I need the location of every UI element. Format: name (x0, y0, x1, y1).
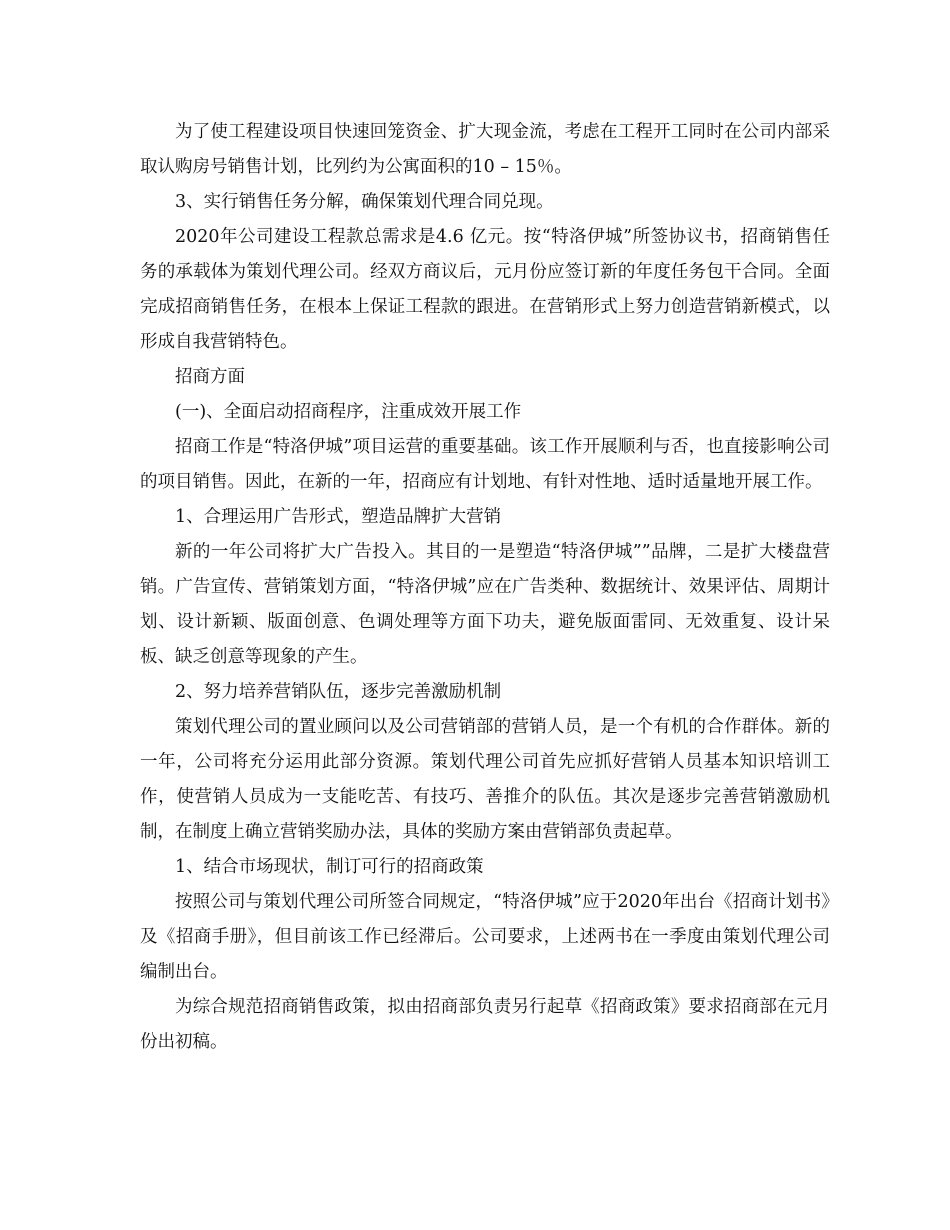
heading-sales-task-breakdown: 3、实行销售任务分解，确保策划代理合同兑现。 (175, 192, 554, 212)
paragraph-sales-team: 策划代理公司的置业顾问以及公司营销部的营销人员，是一个有机的合作群体。新的一年，公司将充分运用此部分资源。策划代理公司首先应抓好营销人员基本知识培训工作，使营销人员成为一支能吃苦、有技巧、善推介的队伍。其次是逐步完善营销激励机制，在制度上确立营销奖励办法，具体的奖励方案由营销部负责起草。 (140, 717, 830, 842)
heading-investment: 招商方面 (175, 367, 245, 387)
paragraph-construction-funds: 2020年公司建设工程款总需求是4.6 亿元。按“特洛伊城”所签协议书，招商销售任务的承载体为策划代理公司。经双方商议后，元月份应签订新的年度任务包干合同。全面完成招商销售任务，在根本上保证工程款的跟进。在营销形式上努力创造营销新模式，以形成自我营销特色。 (140, 227, 830, 352)
paragraph-policy-draft: 为综合规范招商销售政策，拟由招商部负责另行起草《招商政策》要求招商部在元月份出初稿。 (140, 997, 830, 1052)
paragraph-contract-provisions: 按照公司与策划代理公司所签合同规定，“特洛伊城”应于2020年出台《招商计划书》及《招商手册》，但目前该工作已经滞后。公司要求，上述两书在一季度由策划代理公司编制出台。 (140, 892, 830, 982)
paragraph-advertising: 新的一年公司将扩大广告投入。其目的一是塑造“特洛伊城””品牌，二是扩大楼盘营销。广告宣传、营销策划方面，“特洛伊城”应在广告类种、数据统计、效果评估、周期计划、设计新颖、版面创意、色调处理等方面下功夫，避免版面雷同、无效重复、设计呆板、缺乏创意等现象的产生。 (140, 542, 830, 667)
heading-start-investment-program: (一)、全面启动招商程序，注重成效开展工作 (175, 402, 522, 422)
paragraph-internal-sales: 为了使工程建设项目快速回笼资金、扩大现金流，考虑在工程开工同时在公司内部采取认购房号销售计划，比列约为公寓面积的10 – 15％。 (140, 122, 830, 177)
heading-sales-team: 2、努力培养营销队伍，逐步完善激励机制 (175, 682, 502, 702)
heading-advertising: 1、合理运用广告形式，塑造品牌扩大营销 (175, 507, 502, 527)
paragraph-investment-foundation: 招商工作是“特洛伊城”项目运营的重要基础。该工作开展顺利与否，也直接影响公司的项目销售。因此，在新的一年，招商应有计划地、有针对性地、适时适量地开展工作。 (140, 437, 830, 492)
heading-investment-policy: 1、结合市场现状，制订可行的招商政策 (175, 857, 484, 877)
document-body (140, 115, 830, 1060)
